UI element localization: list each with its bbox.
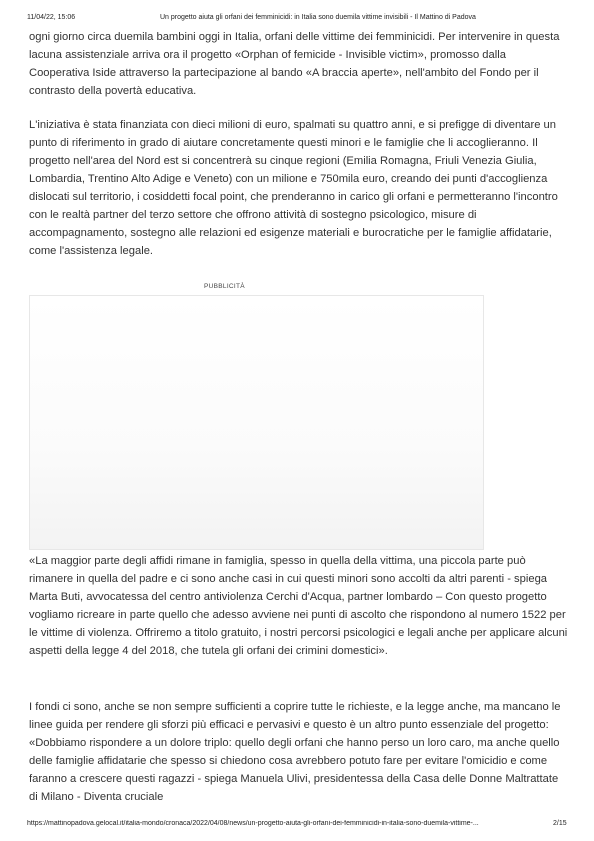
print-datetime: 11/04/22, 15:06 bbox=[27, 14, 76, 21]
print-url: https://mattinopadova.gelocal.it/italia-mondo/cronaca/2022/04/08/news/un-progetto-aiuta-gli-orfani-dei-femminicidi-in-italia-sono-duemila-vittime-... bbox=[27, 820, 479, 827]
article-paragraph: ogni giorno circa duemila bambini oggi in Italia, orfani delle vittime dei femminicidi. Per intervenire in questa lacuna assistenziale arriva ora il progetto «Orphan of femicide - Invisible victim», promosso dalla Cooperativa Iside attraverso la partecipazione al bando «A braccia aperte», nell'ambito del Fondo per il contrasto della povertà educativa. bbox=[29, 31, 560, 97]
print-page-title: Un progetto aiuta gli orfani dei femminicidi: in Italia sono duemila vittime invisibili - Il Mattino di Padova bbox=[160, 14, 476, 21]
ad-slot bbox=[29, 295, 484, 550]
article-paragraph: «La maggior parte degli affidi rimane in famiglia, spesso in quella della vittima, una piccola parte può rimanere in quella del padre e ci sono anche casi in cui questi minori sono accolti da altri parenti - spiega Marta Buti, avvocatessa del centro antiviolenza Cerchi d'Acqua, partner lombardo – Con questo progetto vogliamo ricreare in parte quello che adesso avviene nei punti di ascolto che rispondono al numero 1522 per le vittime di violenza. Offriremo a titolo gratuito, i nostri percorsi psicologici e legali anche per applicare alcuni aspetti della legge 4 del 2018, che tutela gli orfani dei crimini domestici». bbox=[29, 555, 568, 657]
article-paragraph: I fondi ci sono, anche se non sempre sufficienti a coprire tutte le richieste, e la legge anche, ma mancano le linee guida per rendere gli sforzi più efficaci e pervasivi e questo è un altro punto essenziale del progetto: «Dobbiamo rispondere a un dolore triplo: quello degli orfani che hanno perso un loro caro, ma anche quello delle famiglie affidatarie che spesso si chiedono cosa avrebbero potuto fare per evitare l'omicidio e come faranno a crescere questi ragazzi - spiega Manuela Ulivi, presidentessa della Casa delle Donne Maltrattate di Milano - Diventa cruciale bbox=[29, 701, 561, 803]
page-number: 2/15 bbox=[553, 820, 567, 827]
article-paragraph: L'iniziativa è stata finanziata con dieci milioni di euro, spalmati su quattro anni, e si prefigge di diventare un punto di riferimento in grado di aiutare concretamente questi minori e le famiglie che li accoglieranno. Il progetto nell'area del Nord est si concentrerà su cinque regioni (Emilia Romagna, Friuli Venezia Giulia, Lombardia, Trentino Alto Adige e Veneto) con un milione e 750mila euro, creando dei punti d'accoglienza dislocati sul territorio, i cosiddetti focal point, che prenderanno in carico gli orfani e permetteranno l'incontro con le realtà partner del terzo settore che offrono attività di sostegno psicologico, misure di accompagnamento, sostegno alle relazioni ed esigenze materiali e burocratiche per le famiglie affidatarie, come l'assistenza legale. bbox=[29, 119, 558, 257]
ad-label: PUBBLICITÀ bbox=[204, 283, 245, 290]
